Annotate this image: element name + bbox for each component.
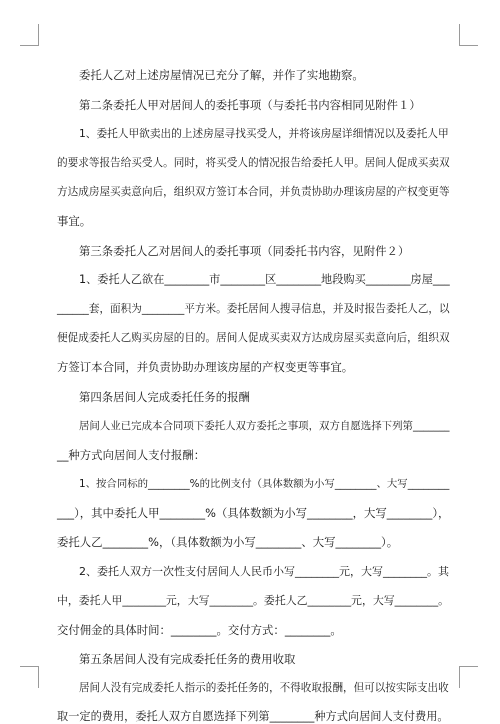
clause-heading-four: 第四条居间人完成委托任务的报酬 — [79, 390, 250, 404]
crop-mark-bottom-right-horizontal — [459, 666, 478, 667]
paragraph-line: 事宜。 — [57, 214, 92, 228]
clause-heading-two: 第二条委托人甲对居间人的委托事项（与委托书内容相同见附件１） — [79, 98, 421, 112]
paragraph-line: 委托人乙________%，（具体数额为小写________、大写________）。 — [57, 535, 399, 549]
paragraph-line: 1、委托人甲欲卖出的上述房屋寻找买受人，并将该房屋详细情况以及委托人甲 — [79, 127, 449, 140]
crop-mark-top-left-horizontal — [20, 45, 39, 46]
paragraph-line: 取一定的费用，委托人双方自愿选择下列第________种方式向居间人支付费用。 — [57, 710, 449, 723]
paragraph-line: 2、委托人双方一次性支付居间人人民币小写________元，大写________。其 — [79, 565, 449, 578]
paragraph-line: 居间人没有完成委托人指示的委托任务的，不得收取报酬，但可以按实际支出收 — [79, 682, 449, 694]
paragraph-line: 1、委托人乙欲在________市________区________地段购买________房屋___ — [79, 273, 450, 286]
paragraph-line: 1、按合同标的________%的比例支付（具体数额为小写________、大写________ — [79, 478, 450, 490]
paragraph-line: __种方式向居间人支付报酬： — [57, 448, 206, 462]
crop-mark-top-right-horizontal — [459, 45, 478, 46]
paragraph-line: 中，委托人甲________元，大写________。委托人乙________元，大写________。 — [57, 594, 450, 607]
paragraph-line: ___），其中委托人甲________%（具体数额为小写________，大写________）， — [57, 506, 450, 520]
clause-heading-three: 第三条委托人乙对居间人的委托事项（同委托书内容，见附件２） — [79, 244, 410, 258]
paragraph-line: 方签订本合同，并负责协助办理该房屋的产权变更等事宜。 — [57, 360, 354, 374]
crop-mark-bottom-right-vertical — [459, 666, 460, 688]
crop-mark-top-left-vertical — [38, 24, 39, 46]
paragraph-line: 的要求等报告给买受人。同时，将买受人的情况报告给委托人甲。居间人促成买卖双 — [57, 156, 450, 169]
paragraph-line: 方达成房屋买卖意向后，组织双方签订本合同，并负责协助办理该房屋的产权变更等 — [57, 185, 450, 198]
crop-mark-bottom-left-vertical — [38, 666, 39, 688]
crop-mark-bottom-left-horizontal — [20, 666, 39, 667]
clause-heading-five: 第五条居间人没有完成委托任务的费用收取 — [79, 652, 296, 666]
paragraph-line: 居间人业已完成本合同项下委托人双方委托之事项，双方自愿选择下列第_______ — [79, 420, 450, 432]
paragraph-line: 便促成委托人乙购买房屋的目的。居间人促成买卖双方达成房屋买卖意向后，组织双 — [57, 331, 450, 344]
paragraph-line: 委托人乙对上述房屋情况已充分了解，并作了实地勘察。 — [79, 68, 364, 82]
crop-mark-top-right-vertical — [459, 24, 460, 46]
paragraph-line: 交付佣金的具体时间：________。交付方式：________。 — [57, 623, 342, 637]
paragraph-line: ______套，面积为________平方米。委托居间人搜寻信息，并及时报告委托人乙，以 — [57, 302, 450, 315]
